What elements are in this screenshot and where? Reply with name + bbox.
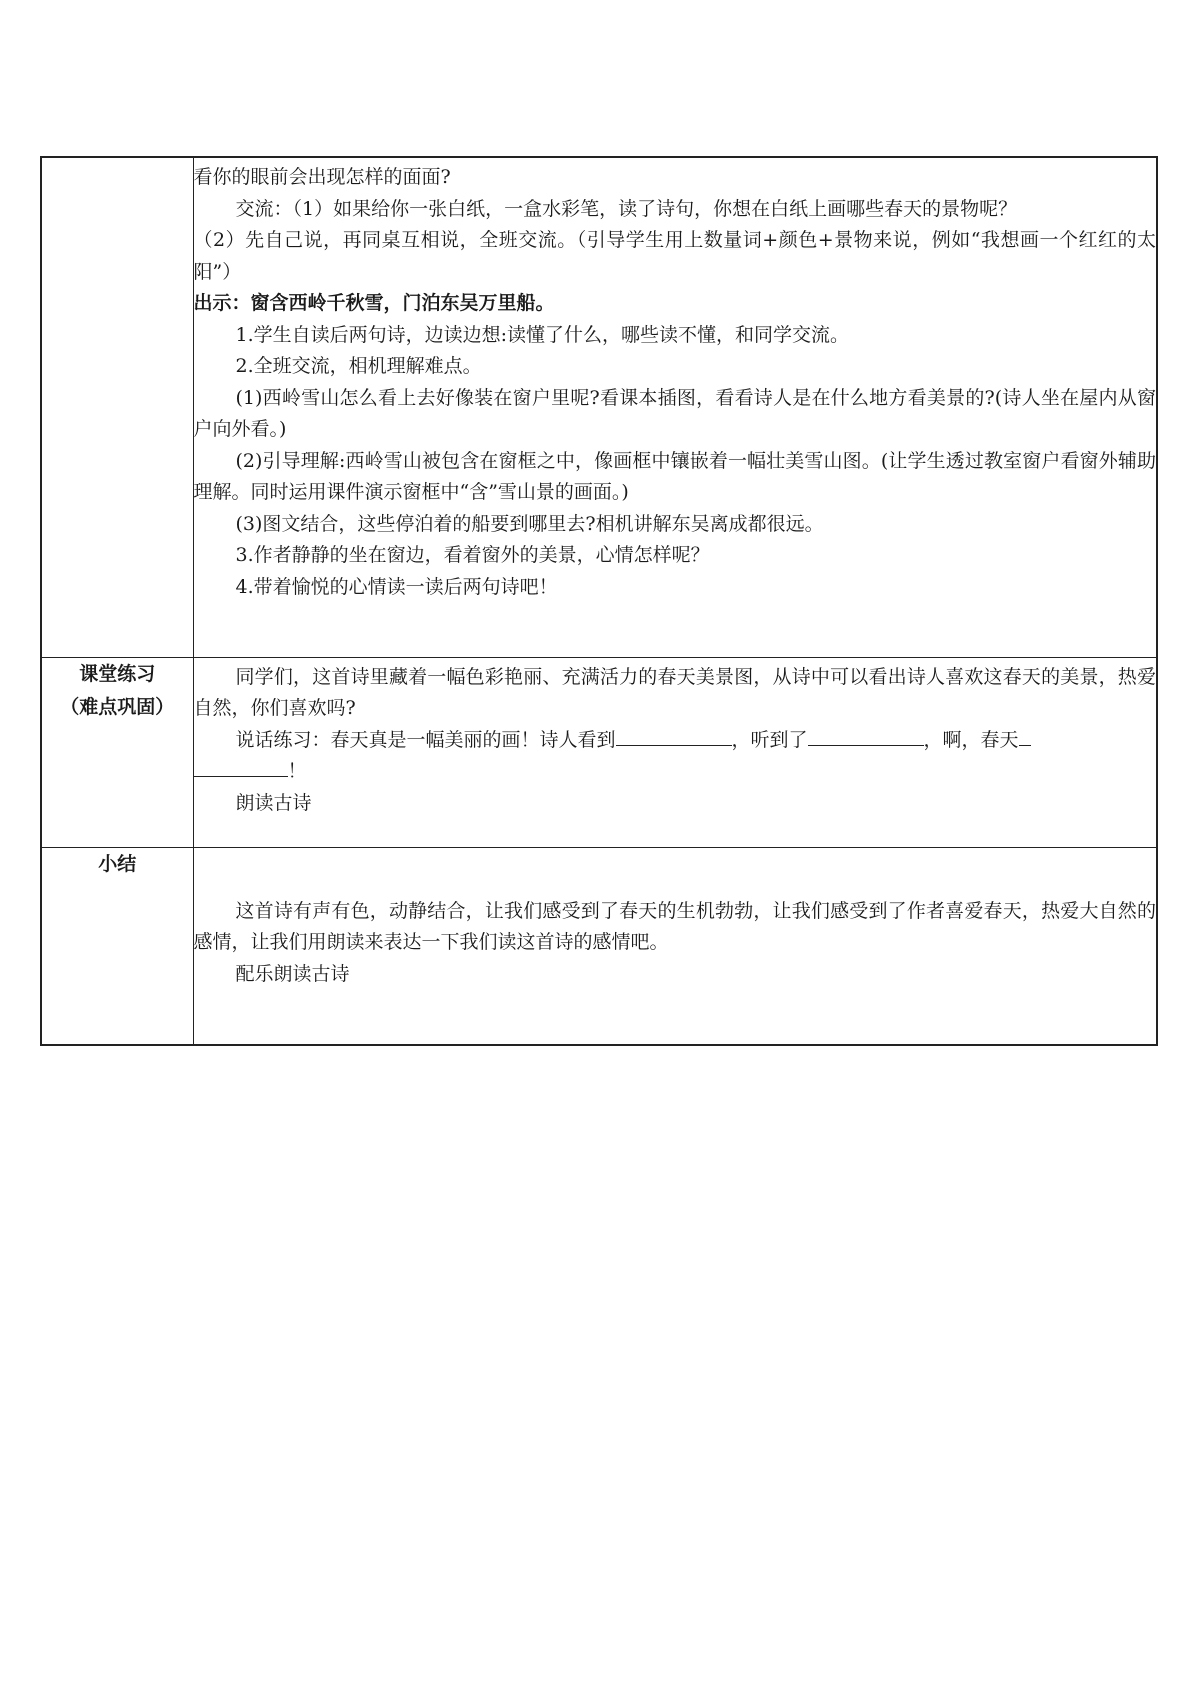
paragraph: （2）先自己说，再同桌互相说，全班交流。（引导学生用上数量词+颜色+景物来说，例如“我想画一个红红的太阳”） [193,229,1156,283]
paragraph: (2)引导理解:西岭雪山被包含在窗框之中，像画框中镶嵌着一幅壮美雪山图。(让学生透过教室窗户看窗外辅助理解。同时运用课件演示窗框中“含”雪山景的画面。) [193,449,1156,503]
paragraph: 交流：（1）如果给你一张白纸，一盒水彩笔，读了诗句，你想在白纸上画哪些春天的景物呢？ [235,197,1018,220]
table-row-summary [41,847,1157,1045]
paragraph: 同学们，这首诗里藏着一幅色彩艳丽、充满活力的春天美景图，从诗中可以看出诗人喜欢这春天的美景，热爱自然，你们喜欢吗? [193,665,1156,719]
paragraph: 看你的眼前会出现怎样的面面? [193,166,451,188]
label-line: 小结 [98,852,137,875]
paragraph: 朗读古诗 [235,791,312,814]
row-label-empty [41,157,193,657]
speech-end: ！ [287,760,307,782]
row-label-summary [41,847,193,1045]
fill-blank-saw [616,725,732,746]
row-content-class-practice [193,657,1157,847]
fill-blank-spring [194,756,288,777]
fill-blank-heard [808,725,924,746]
table-row-class-practice [41,657,1157,847]
paragraph: 这首诗有声有色，动静结合，让我们感受到了春天的生机勃勃，让我们感受到了作者喜爱春天，热爱大自然的感情，让我们用朗读来表达一下我们读这首诗的感情吧。 [193,899,1156,953]
speech-mid: ，听到了 [731,728,808,751]
poem-line-display: 出示：窗含西岭千秋雪，门泊东吴万里船。 [193,292,555,314]
row-content-summary [193,847,1157,1045]
paragraph: 配乐朗读古诗 [235,962,350,985]
speech-practice [194,725,1157,788]
speech-lead: 说话练习：春天真是一幅美丽的画！诗人看到 [235,728,616,751]
label-line: 课堂练习 [79,662,156,685]
paragraph: 3.作者静静的坐在窗边，看着窗外的美景，心情怎样呢？ [235,544,710,566]
paragraph: (1)西岭雪山怎么看上去好像装在窗户里呢?看课本插图，看看诗人是在什么地方看美景的?(诗人坐在屋内从窗户向外看。) [193,386,1156,440]
paragraph: 4.带着愉悦的心情读一读后两句诗吧！ [235,575,558,598]
fill-blank-spring-start [1019,725,1031,746]
label-line: （难点巩固） [60,695,175,718]
paragraph: (3)图文结合，这些停泊着的船要到哪里去?相机讲解东吴离成都很远。 [235,512,824,535]
row-label-class-practice [41,657,193,847]
table-row-teaching-process [41,157,1157,657]
lesson-plan-table [40,156,1158,1046]
paragraph: 1.学生自读后两句诗，边读边想:读懂了什么，哪些读不懂，和同学交流。 [235,323,850,346]
paragraph: 2.全班交流，相机理解难点。 [235,355,482,377]
row-content-teaching-process [193,157,1157,657]
speech-tail: ，啊，春天 [923,728,1019,751]
